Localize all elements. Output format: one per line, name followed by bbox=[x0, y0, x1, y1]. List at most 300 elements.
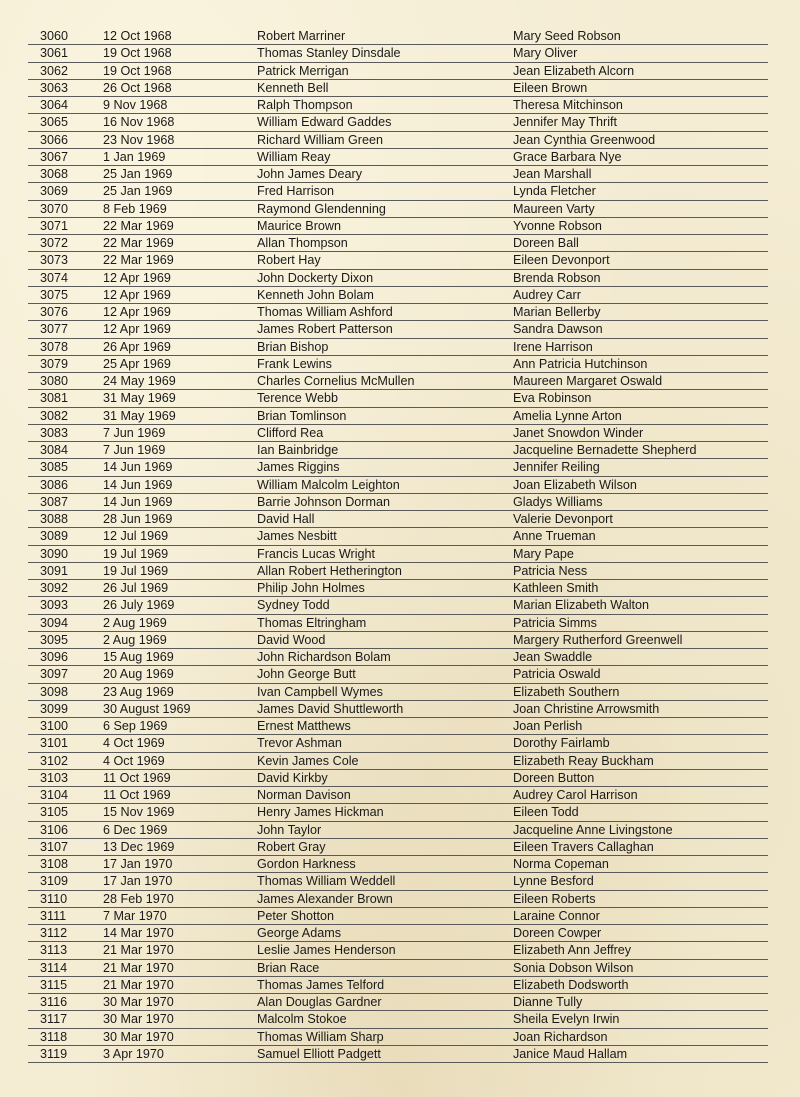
entry-number: 3096 bbox=[40, 650, 69, 664]
bride-name: Jean Elizabeth Alcorn bbox=[513, 63, 635, 78]
entry-number: 3072 bbox=[40, 236, 69, 250]
groom-name: Maurice Brown bbox=[257, 218, 341, 233]
groom-name: Ian Bainbridge bbox=[257, 443, 339, 457]
table-row bbox=[28, 632, 768, 649]
bride-name: Gladys Williams bbox=[513, 494, 603, 509]
marriage-date: 30 August 1969 bbox=[103, 701, 191, 716]
bride-name: Mary Seed Robson bbox=[513, 29, 621, 43]
marriage-date: 20 Aug 1969 bbox=[103, 667, 174, 682]
bride-name: Doreen Button bbox=[513, 770, 595, 785]
entry-number: 3094 bbox=[40, 615, 69, 630]
table-row bbox=[28, 511, 768, 528]
entry-number: 3098 bbox=[40, 684, 69, 699]
bride-name: Amelia Lynne Arton bbox=[513, 408, 622, 423]
bride-name: Norma Copeman bbox=[513, 857, 609, 871]
bride-name: Doreen Ball bbox=[513, 236, 579, 250]
groom-name: Allan Thompson bbox=[257, 236, 348, 250]
table-row bbox=[28, 114, 768, 131]
groom-name: Ernest Matthews bbox=[257, 719, 351, 733]
bride-name: Patricia Simms bbox=[513, 615, 597, 630]
entry-number: 3077 bbox=[40, 322, 69, 337]
marriage-date: 12 Jul 1969 bbox=[103, 529, 169, 544]
bride-name: Joan Christine Arrowsmith bbox=[513, 701, 660, 716]
table-row bbox=[28, 839, 768, 856]
groom-name: Norman Davison bbox=[257, 788, 351, 802]
bride-name: Sandra Dawson bbox=[513, 322, 603, 337]
entry-number: 3083 bbox=[40, 425, 69, 440]
entry-number: 3084 bbox=[40, 443, 69, 457]
marriage-date: 23 Aug 1969 bbox=[103, 684, 174, 699]
bride-name: Patricia Ness bbox=[513, 563, 588, 578]
groom-name: Henry James Hickman bbox=[257, 805, 384, 820]
table-row bbox=[28, 252, 768, 269]
table-row bbox=[28, 477, 768, 494]
groom-name: David Kirkby bbox=[257, 770, 328, 785]
table-row bbox=[28, 1011, 768, 1028]
marriage-date: 26 Jul 1969 bbox=[103, 581, 169, 595]
entry-number: 3080 bbox=[40, 374, 69, 388]
entry-number: 3095 bbox=[40, 632, 69, 647]
groom-name: Terence Webb bbox=[257, 391, 338, 406]
bride-name: Audrey Carol Harrison bbox=[513, 788, 638, 802]
table-row bbox=[28, 45, 768, 62]
bride-name: Mary Pape bbox=[513, 546, 574, 561]
table-row bbox=[28, 235, 768, 252]
table-row bbox=[28, 494, 768, 511]
entry-number: 3114 bbox=[40, 960, 68, 975]
groom-name: Ivan Campbell Wymes bbox=[257, 684, 383, 699]
entry-number: 3066 bbox=[40, 132, 69, 147]
entry-number: 3110 bbox=[40, 891, 68, 906]
marriage-date: 7 Jun 1969 bbox=[103, 443, 166, 457]
bride-name: Marian Bellerby bbox=[513, 305, 601, 319]
bride-name: Janice Maud Hallam bbox=[513, 1046, 628, 1061]
groom-name: William Edward Gaddes bbox=[257, 115, 392, 130]
bride-name: Eileen Roberts bbox=[513, 891, 596, 906]
bride-name: Theresa Mitchinson bbox=[513, 98, 623, 112]
groom-name: Ralph Thompson bbox=[257, 98, 353, 112]
marriage-date: 12 Apr 1969 bbox=[103, 287, 171, 302]
entry-number: 3079 bbox=[40, 356, 69, 371]
table-row bbox=[28, 304, 768, 321]
table-row bbox=[28, 977, 768, 994]
bride-name: Dianne Tully bbox=[513, 995, 583, 1009]
entry-number: 3099 bbox=[40, 701, 69, 716]
marriage-date: 3 Apr 1970 bbox=[103, 1046, 164, 1061]
entry-number: 3076 bbox=[40, 305, 69, 319]
entry-number: 3117 bbox=[40, 1012, 68, 1027]
groom-name: David Wood bbox=[257, 632, 326, 647]
marriage-date: 21 Mar 1970 bbox=[103, 977, 174, 992]
table-row bbox=[28, 442, 768, 459]
groom-name: Robert Gray bbox=[257, 839, 326, 854]
entry-number: 3106 bbox=[40, 822, 69, 837]
groom-name: Brian Bishop bbox=[257, 339, 329, 354]
groom-name: Charles Cornelius McMullen bbox=[257, 374, 415, 388]
entry-number: 3087 bbox=[40, 494, 69, 509]
groom-name: Brian Tomlinson bbox=[257, 408, 347, 423]
entry-number: 3112 bbox=[40, 926, 68, 940]
bride-name: Marian Elizabeth Walton bbox=[513, 598, 650, 613]
entry-number: 3113 bbox=[40, 943, 68, 958]
table-row bbox=[28, 925, 768, 942]
table-row bbox=[28, 63, 768, 80]
bride-name: Dorothy Fairlamb bbox=[513, 736, 610, 751]
entry-number: 3068 bbox=[40, 167, 69, 181]
groom-name: Sydney Todd bbox=[257, 598, 330, 613]
entry-number: 3116 bbox=[40, 995, 68, 1009]
entry-number: 3101 bbox=[40, 736, 69, 751]
table-row bbox=[28, 149, 768, 166]
groom-name: Robert Marriner bbox=[257, 29, 346, 43]
bride-name: Lynda Fletcher bbox=[513, 184, 596, 199]
groom-name: Thomas James Telford bbox=[257, 977, 385, 992]
table-row bbox=[28, 373, 768, 390]
entry-number: 3061 bbox=[40, 46, 69, 61]
table-row bbox=[28, 891, 768, 908]
table-row bbox=[28, 701, 768, 718]
marriage-date: 14 Jun 1969 bbox=[103, 477, 173, 492]
groom-name: James Alexander Brown bbox=[257, 891, 393, 906]
marriage-date: 8 Feb 1969 bbox=[103, 201, 167, 216]
marriage-date: 26 Oct 1968 bbox=[103, 80, 172, 95]
marriage-date: 11 Oct 1969 bbox=[103, 770, 171, 785]
table-row bbox=[28, 183, 768, 200]
marriage-date: 4 Oct 1969 bbox=[103, 753, 165, 768]
entry-number: 3070 bbox=[40, 201, 69, 216]
groom-name: William Malcolm Leighton bbox=[257, 477, 400, 492]
entry-number: 3107 bbox=[40, 839, 69, 854]
marriage-date: 21 Mar 1970 bbox=[103, 943, 174, 958]
entry-number: 3090 bbox=[40, 546, 69, 561]
table-row bbox=[28, 459, 768, 476]
entry-number: 3071 bbox=[40, 218, 69, 233]
entry-number: 3074 bbox=[40, 270, 69, 285]
groom-name: Richard William Green bbox=[257, 132, 383, 147]
bride-name: Elizabeth Reay Buckham bbox=[513, 753, 654, 768]
table-row bbox=[28, 546, 768, 563]
bride-name: Joan Richardson bbox=[513, 1029, 608, 1044]
table-row bbox=[28, 80, 768, 97]
marriage-date: 30 Mar 1970 bbox=[103, 995, 174, 1009]
marriage-date: 1 Jan 1969 bbox=[103, 149, 166, 164]
table-row bbox=[28, 528, 768, 545]
table-row bbox=[28, 270, 768, 287]
groom-name: Gordon Harkness bbox=[257, 857, 356, 871]
marriage-date: 12 Apr 1969 bbox=[103, 322, 171, 337]
bride-name: Kathleen Smith bbox=[513, 581, 599, 595]
marriage-date: 21 Mar 1970 bbox=[103, 960, 174, 975]
groom-name: John Dockerty Dixon bbox=[257, 270, 374, 285]
marriage-date: 28 Jun 1969 bbox=[103, 512, 173, 526]
groom-name: Robert Hay bbox=[257, 253, 321, 268]
groom-name: Frank Lewins bbox=[257, 356, 332, 371]
bride-name: Doreen Cowper bbox=[513, 926, 602, 940]
marriage-date: 14 Mar 1970 bbox=[103, 926, 174, 940]
table-row bbox=[28, 1046, 768, 1063]
groom-name: Philip John Holmes bbox=[257, 581, 365, 595]
table-row bbox=[28, 321, 768, 338]
marriage-date: 4 Oct 1969 bbox=[103, 736, 165, 751]
table-row bbox=[28, 960, 768, 977]
groom-name: Brian Race bbox=[257, 960, 320, 975]
table-row bbox=[28, 822, 768, 839]
entry-number: 3064 bbox=[40, 98, 69, 112]
bride-name: Laraine Connor bbox=[513, 908, 600, 923]
table-row bbox=[28, 942, 768, 959]
marriage-date: 28 Feb 1970 bbox=[103, 891, 174, 906]
bride-name: Audrey Carr bbox=[513, 287, 581, 302]
groom-name: James Robert Patterson bbox=[257, 322, 393, 337]
entry-number: 3060 bbox=[40, 29, 69, 43]
groom-name: Leslie James Henderson bbox=[257, 943, 396, 958]
table-row bbox=[28, 339, 768, 356]
table-row bbox=[28, 597, 768, 614]
bride-name: Jacqueline Bernadette Shepherd bbox=[513, 443, 697, 457]
marriage-date: 12 Oct 1968 bbox=[103, 29, 172, 43]
groom-name: Samuel Elliott Padgett bbox=[257, 1046, 381, 1061]
marriage-date: 24 May 1969 bbox=[103, 374, 176, 388]
marriage-date: 19 Oct 1968 bbox=[103, 46, 172, 61]
table-row bbox=[28, 615, 768, 632]
groom-name: Allan Robert Hetherington bbox=[257, 563, 402, 578]
table-row bbox=[28, 425, 768, 442]
bride-name: Eileen Todd bbox=[513, 805, 579, 820]
marriage-register-table bbox=[28, 28, 768, 1063]
marriage-date: 15 Aug 1969 bbox=[103, 650, 174, 664]
table-row bbox=[28, 908, 768, 925]
marriage-date: 14 Jun 1969 bbox=[103, 460, 173, 475]
entry-number: 3097 bbox=[40, 667, 69, 682]
table-row bbox=[28, 649, 768, 666]
groom-name: Thomas William Sharp bbox=[257, 1029, 384, 1044]
bride-name: Valerie Devonport bbox=[513, 512, 613, 526]
entry-number: 3082 bbox=[40, 408, 69, 423]
table-row bbox=[28, 735, 768, 752]
groom-name: Kevin James Cole bbox=[257, 753, 359, 768]
groom-name: Peter Shotton bbox=[257, 908, 335, 923]
entry-number: 3065 bbox=[40, 115, 69, 130]
bride-name: Lynne Besford bbox=[513, 874, 594, 889]
bride-name: Maureen Margaret Oswald bbox=[513, 374, 663, 388]
table-row bbox=[28, 753, 768, 770]
groom-name: William Reay bbox=[257, 149, 331, 164]
marriage-date: 22 Mar 1969 bbox=[103, 253, 174, 268]
groom-name: John George Butt bbox=[257, 667, 356, 682]
groom-name: David Hall bbox=[257, 512, 315, 526]
groom-name: John James Deary bbox=[257, 167, 362, 181]
marriage-date: 11 Oct 1969 bbox=[103, 788, 171, 802]
bride-name: Sheila Evelyn Irwin bbox=[513, 1012, 620, 1027]
table-row bbox=[28, 718, 768, 735]
groom-name: Raymond Glendenning bbox=[257, 201, 386, 216]
marriage-date: 17 Jan 1970 bbox=[103, 874, 173, 889]
bride-name: Elizabeth Southern bbox=[513, 684, 620, 699]
groom-name: Malcolm Stokoe bbox=[257, 1012, 347, 1027]
groom-name: James David Shuttleworth bbox=[257, 701, 404, 716]
bride-name: Sonia Dobson Wilson bbox=[513, 960, 634, 975]
table-row bbox=[28, 218, 768, 235]
bride-name: Eva Robinson bbox=[513, 391, 592, 406]
bride-name: Jennifer Reiling bbox=[513, 460, 600, 475]
table-row bbox=[28, 201, 768, 218]
marriage-date: 17 Jan 1970 bbox=[103, 857, 173, 871]
entry-number: 3092 bbox=[40, 581, 69, 595]
table-row bbox=[28, 408, 768, 425]
marriage-date: 2 Aug 1969 bbox=[103, 632, 167, 647]
bride-name: Yvonne Robson bbox=[513, 218, 602, 233]
bride-name: Elizabeth Dodsworth bbox=[513, 977, 629, 992]
entry-number: 3093 bbox=[40, 598, 69, 613]
entry-number: 3085 bbox=[40, 460, 69, 475]
groom-name: Francis Lucas Wright bbox=[257, 546, 376, 561]
marriage-date: 22 Mar 1969 bbox=[103, 236, 174, 250]
marriage-date: 6 Sep 1969 bbox=[103, 719, 168, 733]
groom-name: Patrick Merrigan bbox=[257, 63, 349, 78]
groom-name: James Riggins bbox=[257, 460, 340, 475]
entry-number: 3115 bbox=[40, 977, 68, 992]
bride-name: Brenda Robson bbox=[513, 270, 601, 285]
table-row bbox=[28, 873, 768, 890]
marriage-date: 30 Mar 1970 bbox=[103, 1012, 174, 1027]
bride-name: Anne Trueman bbox=[513, 529, 596, 544]
entry-number: 3062 bbox=[40, 63, 69, 78]
bride-name: Jacqueline Anne Livingstone bbox=[513, 822, 673, 837]
marriage-date: 25 Apr 1969 bbox=[103, 356, 171, 371]
entry-number: 3102 bbox=[40, 753, 69, 768]
entry-number: 3104 bbox=[40, 788, 69, 802]
groom-name: George Adams bbox=[257, 926, 342, 940]
entry-number: 3109 bbox=[40, 874, 69, 889]
table-row bbox=[28, 856, 768, 873]
bride-name: Jean Swaddle bbox=[513, 650, 593, 664]
marriage-date: 31 May 1969 bbox=[103, 391, 176, 406]
bride-name: Elizabeth Ann Jeffrey bbox=[513, 943, 632, 958]
bride-name: Janet Snowdon Winder bbox=[513, 425, 644, 440]
groom-name: Barrie Johnson Dorman bbox=[257, 494, 390, 509]
marriage-date: 26 July 1969 bbox=[103, 598, 175, 613]
groom-name: Clifford Rea bbox=[257, 425, 324, 440]
entry-number: 3100 bbox=[40, 719, 69, 733]
marriage-date: 25 Jan 1969 bbox=[103, 167, 173, 181]
table-row bbox=[28, 287, 768, 304]
marriage-date: 19 Oct 1968 bbox=[103, 63, 172, 78]
entry-number: 3105 bbox=[40, 805, 69, 820]
bride-name: Mary Oliver bbox=[513, 46, 578, 61]
table-row bbox=[28, 1029, 768, 1046]
groom-name: Trevor Ashman bbox=[257, 736, 342, 751]
groom-name: James Nesbitt bbox=[257, 529, 337, 544]
marriage-date: 30 Mar 1970 bbox=[103, 1029, 174, 1044]
entry-number: 3111 bbox=[40, 908, 67, 923]
bride-name: Jean Marshall bbox=[513, 167, 592, 181]
marriage-date: 13 Dec 1969 bbox=[103, 839, 175, 854]
entry-number: 3103 bbox=[40, 770, 69, 785]
table-row bbox=[28, 132, 768, 149]
entry-number: 3075 bbox=[40, 287, 69, 302]
table-row bbox=[28, 563, 768, 580]
entry-number: 3089 bbox=[40, 529, 69, 544]
marriage-date: 2 Aug 1969 bbox=[103, 615, 167, 630]
groom-name: Thomas William Ashford bbox=[257, 305, 393, 319]
entry-number: 3078 bbox=[40, 339, 69, 354]
table-row bbox=[28, 166, 768, 183]
marriage-date: 6 Dec 1969 bbox=[103, 822, 168, 837]
table-row bbox=[28, 390, 768, 407]
bride-name: Irene Harrison bbox=[513, 339, 593, 354]
entry-number: 3119 bbox=[40, 1046, 68, 1061]
entry-number: 3073 bbox=[40, 253, 69, 268]
bride-name: Joan Elizabeth Wilson bbox=[513, 477, 637, 492]
groom-name: Kenneth John Bolam bbox=[257, 287, 374, 302]
bride-name: Maureen Varty bbox=[513, 201, 595, 216]
marriage-date: 15 Nov 1969 bbox=[103, 805, 175, 820]
table-row bbox=[28, 787, 768, 804]
bride-name: Grace Barbara Nye bbox=[513, 149, 622, 164]
groom-name: Kenneth Bell bbox=[257, 80, 329, 95]
bride-name: Patricia Oswald bbox=[513, 667, 601, 682]
entry-number: 3067 bbox=[40, 149, 69, 164]
marriage-date: 14 Jun 1969 bbox=[103, 494, 173, 509]
table-row bbox=[28, 356, 768, 373]
groom-name: John Taylor bbox=[257, 822, 322, 837]
table-row bbox=[28, 97, 768, 114]
bride-name: Eileen Travers Callaghan bbox=[513, 839, 654, 854]
bride-name: Margery Rutherford Greenwell bbox=[513, 632, 683, 647]
entry-number: 3118 bbox=[40, 1029, 68, 1044]
bride-name: Jean Cynthia Greenwood bbox=[513, 132, 656, 147]
marriage-date: 12 Apr 1969 bbox=[103, 305, 171, 319]
groom-name: Thomas Stanley Dinsdale bbox=[257, 46, 401, 61]
bride-name: Jennifer May Thrift bbox=[513, 115, 618, 130]
groom-name: Thomas William Weddell bbox=[257, 874, 396, 889]
bride-name: Joan Perlish bbox=[513, 719, 583, 733]
marriage-date: 22 Mar 1969 bbox=[103, 218, 174, 233]
groom-name: Thomas Eltringham bbox=[257, 615, 367, 630]
table-row bbox=[28, 804, 768, 821]
table-row bbox=[28, 994, 768, 1011]
bride-name: Ann Patricia Hutchinson bbox=[513, 356, 648, 371]
marriage-date: 12 Apr 1969 bbox=[103, 270, 171, 285]
entry-number: 3081 bbox=[40, 391, 69, 406]
table-row bbox=[28, 580, 768, 597]
entry-number: 3088 bbox=[40, 512, 69, 526]
marriage-date: 25 Jan 1969 bbox=[103, 184, 173, 199]
marriage-date: 16 Nov 1968 bbox=[103, 115, 175, 130]
table-row bbox=[28, 770, 768, 787]
marriage-date: 26 Apr 1969 bbox=[103, 339, 171, 354]
entry-number: 3069 bbox=[40, 184, 69, 199]
marriage-date: 19 Jul 1969 bbox=[103, 546, 169, 561]
bride-name: Eileen Brown bbox=[513, 80, 588, 95]
marriage-date: 19 Jul 1969 bbox=[103, 563, 169, 578]
marriage-date: 7 Mar 1970 bbox=[103, 908, 167, 923]
marriage-date: 23 Nov 1968 bbox=[103, 132, 175, 147]
marriage-date: 9 Nov 1968 bbox=[103, 98, 168, 112]
entry-number: 3063 bbox=[40, 80, 69, 95]
groom-name: John Richardson Bolam bbox=[257, 650, 391, 664]
marriage-date: 7 Jun 1969 bbox=[103, 425, 166, 440]
table-row bbox=[28, 666, 768, 683]
marriage-date: 31 May 1969 bbox=[103, 408, 176, 423]
bride-name: Eileen Devonport bbox=[513, 253, 610, 268]
entry-number: 3086 bbox=[40, 477, 69, 492]
entry-number: 3108 bbox=[40, 857, 69, 871]
groom-name: Fred Harrison bbox=[257, 184, 334, 199]
table-row bbox=[28, 684, 768, 701]
entry-number: 3091 bbox=[40, 563, 69, 578]
table-row bbox=[28, 28, 768, 45]
